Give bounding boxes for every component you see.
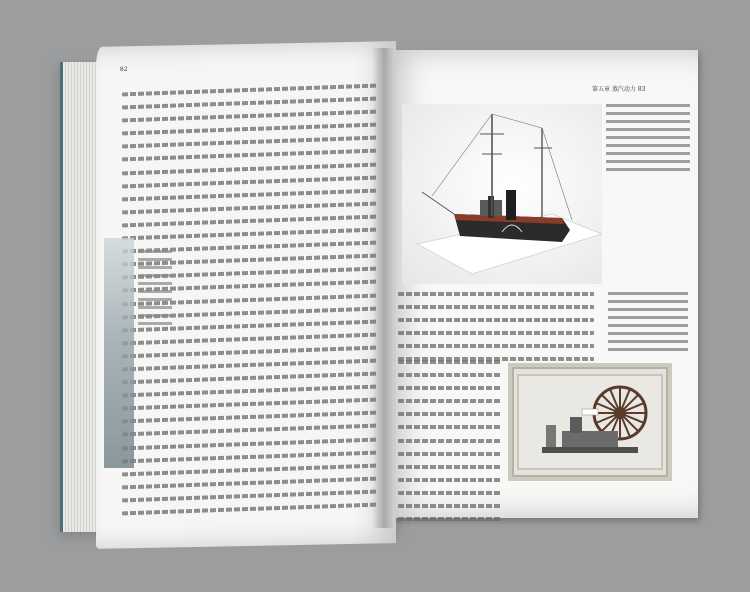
text-line (122, 136, 377, 149)
engine-model-photo (508, 363, 672, 481)
left-margin-caption (138, 250, 172, 330)
caption-line (138, 250, 172, 253)
caption-line (606, 104, 690, 107)
text-line (122, 201, 377, 214)
caption-line (138, 322, 172, 325)
text-line (398, 517, 502, 521)
caption-line (608, 340, 688, 343)
text-line (122, 123, 377, 136)
caption-line (608, 332, 688, 335)
text-line (398, 452, 502, 456)
text-line (398, 344, 594, 348)
text-line (122, 450, 377, 463)
ship-model-photo (402, 104, 602, 284)
paddle-wheel-engine-illustration (512, 367, 668, 477)
text-line (398, 305, 594, 309)
caption-line (608, 292, 688, 295)
text-line (122, 372, 377, 385)
text-line (122, 345, 377, 358)
right-body-text-lines (398, 292, 594, 371)
text-line (122, 162, 377, 175)
text-line (398, 478, 502, 482)
text-line (398, 504, 502, 508)
text-line (122, 476, 377, 489)
text-line (122, 463, 377, 476)
right-page-header: 第五章 蒸汽动力 83 (592, 86, 646, 93)
text-line (122, 97, 377, 110)
ship-photo-caption (606, 104, 690, 176)
text-line (122, 214, 377, 227)
caption-line (606, 112, 690, 115)
text-line (398, 439, 502, 443)
text-line (398, 399, 502, 403)
text-line (122, 175, 377, 188)
caption-line (606, 152, 690, 155)
text-line (122, 411, 377, 424)
text-line (122, 332, 377, 345)
caption-line (606, 160, 690, 163)
text-line (398, 360, 502, 364)
caption-line (138, 298, 172, 301)
text-line (122, 228, 377, 241)
caption-line (606, 144, 690, 147)
caption-line (608, 308, 688, 311)
caption-line (606, 168, 690, 171)
left-margin-image (104, 238, 134, 468)
caption-line (138, 274, 172, 277)
caption-line (608, 316, 688, 319)
text-line (122, 489, 377, 502)
text-line (122, 359, 377, 372)
text-line (122, 503, 377, 516)
text-line (122, 385, 377, 398)
text-line (398, 292, 594, 296)
text-line (122, 398, 377, 411)
caption-line (608, 324, 688, 327)
caption-line (608, 300, 688, 303)
text-line (122, 437, 377, 450)
text-line (398, 331, 594, 335)
text-line (122, 188, 377, 201)
ship-model-illustration (402, 104, 602, 284)
caption-line (138, 290, 172, 293)
text-line (398, 465, 502, 469)
text-line (398, 491, 502, 495)
text-line (398, 373, 502, 377)
caption-line (608, 348, 688, 351)
right-lower-text-lines (398, 360, 502, 530)
text-line (398, 386, 502, 390)
text-line (122, 424, 377, 437)
text-line (398, 425, 502, 429)
left-page-header: 82 (119, 65, 128, 74)
caption-line (138, 282, 172, 285)
caption-line (606, 120, 690, 123)
caption-line (138, 306, 172, 309)
caption-line (138, 314, 172, 317)
text-line (122, 149, 377, 162)
caption-line (606, 136, 690, 139)
text-line (398, 318, 594, 322)
caption-line (606, 128, 690, 131)
caption-line (138, 258, 172, 261)
engine-model-caption (608, 292, 688, 356)
text-line (122, 110, 377, 123)
caption-line (138, 266, 172, 269)
text-line (398, 412, 502, 416)
